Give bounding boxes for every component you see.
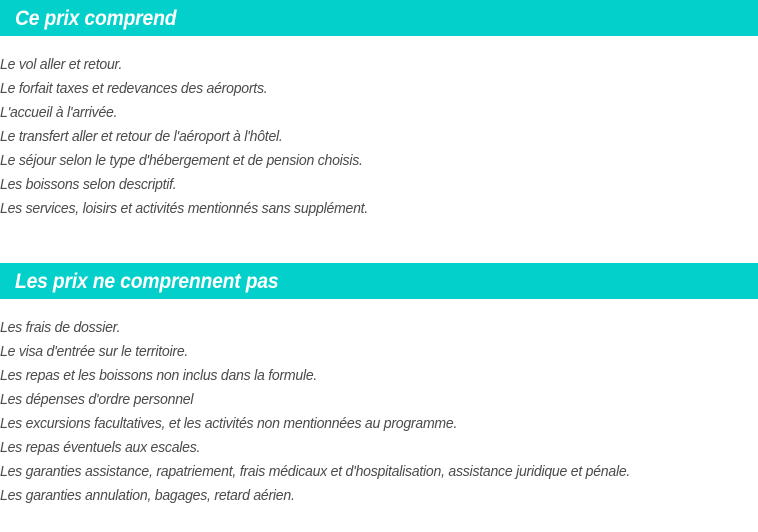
list-item: Le transfert aller et retour de l'aéroport à l'hôtel. — [0, 129, 283, 145]
list-item: Le vol aller et retour. — [0, 57, 123, 73]
excluded-section-title: Les prix ne comprennent pas — [15, 269, 279, 293]
excluded-items-list — [0, 316, 758, 508]
list-item: L'accueil à l'arrivée. — [0, 105, 118, 121]
list-item: Le visa d'entrée sur le territoire. — [0, 344, 189, 360]
list-item: Les services, loisirs et activités mentionnés sans supplément. — [0, 201, 369, 217]
included-section-banner — [0, 0, 758, 36]
section-spacer — [0, 221, 758, 263]
list-item: Les repas éventuels aux escales. — [0, 440, 201, 456]
included-section-body — [0, 36, 758, 221]
list-item: Le forfait taxes et redevances des aéroports. — [0, 81, 268, 97]
list-item: Les frais de dossier. — [0, 320, 121, 336]
list-item: Les garanties assistance, rapatriement, frais médicaux et d'hospitalisation, assistance juridique et pénale. — [0, 464, 631, 480]
list-item: Les repas et les boissons non inclus dans la formule. — [0, 368, 318, 384]
list-item: Les excursions facultatives, et les activités non mentionnées au programme. — [0, 416, 458, 432]
included-section-title: Ce prix comprend — [15, 6, 177, 30]
list-item: Les boissons selon descriptif. — [0, 177, 177, 193]
included-items-list — [0, 53, 758, 221]
excluded-section-body — [0, 299, 758, 508]
excluded-section-banner — [0, 263, 758, 299]
list-item: Les garanties annulation, bagages, retard aérien. — [0, 488, 295, 504]
list-item: Les dépenses d'ordre personnel — [0, 392, 194, 408]
list-item: Le séjour selon le type d'hébergement et de pension choisis. — [0, 153, 363, 169]
